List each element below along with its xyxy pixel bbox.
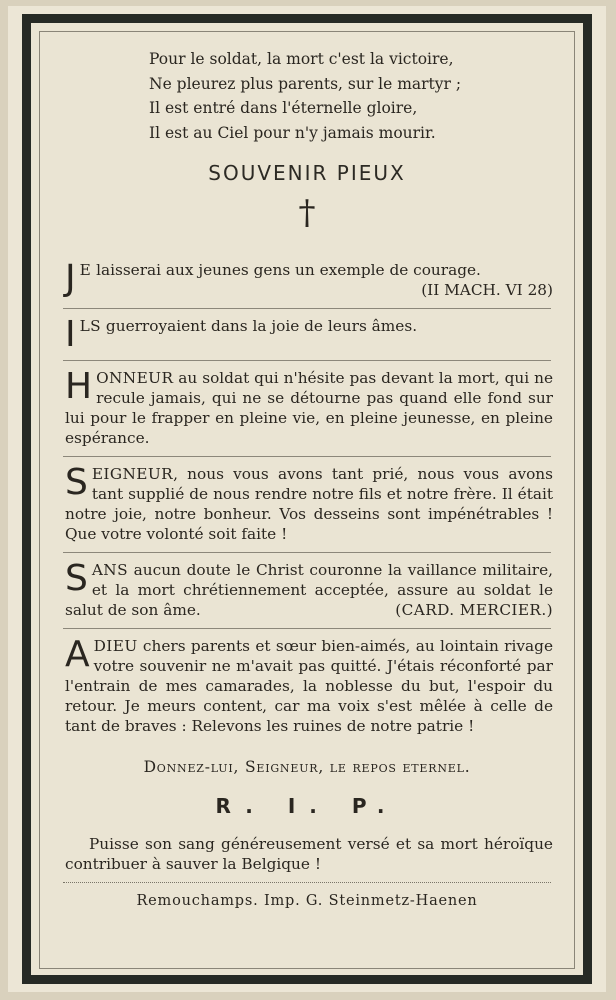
lead-word: ANS <box>91 561 128 579</box>
drop-cap: S <box>65 462 88 503</box>
lead-word: EIGNEUR <box>91 465 174 483</box>
closing-sentence: Puisse son sang généreusement versé et sa mort héroïque contribuer à sauver la Belgique ! <box>65 835 553 873</box>
paragraph-text: , nous vous avons tant prié, nous vous avons tant supplié de nous rendre notre fils et notre frère. Il était notre joie, notre bonheur. Vos desseins sont impénétrables ! Que votre volonté soit faite ! <box>65 465 553 543</box>
printer-credit: Remouchamps. Imp. G. Steinmetz-Haenen <box>136 893 478 909</box>
paragraph-sans-aucun-doute <box>57 553 557 628</box>
poem-line: Ne pleurez plus parents, sur le martyr ; <box>149 74 462 93</box>
drop-cap: H <box>65 366 93 407</box>
drop-cap: S <box>65 558 88 599</box>
paragraph-honneur <box>57 361 557 456</box>
drop-cap: A <box>65 634 90 675</box>
citation: (CARD. MERCIER.) <box>395 601 553 619</box>
lead-word: DIEU <box>93 637 138 655</box>
card-content <box>57 43 557 909</box>
dotted-divider <box>63 882 551 883</box>
closing-text <box>57 818 557 882</box>
cross-icon: † <box>298 193 316 233</box>
poem-line: Il est au Ciel pour n'y jamais mourir. <box>149 123 436 142</box>
paragraph-text: laisserai aux jeunes gens un exemple de courage. <box>91 261 481 279</box>
lead-word: ONNEUR <box>96 369 174 387</box>
paragraph-text: guerroyaient dans la joie de leurs âmes. <box>101 317 418 335</box>
paragraph-guerroyaient <box>57 309 557 360</box>
paragraph-text: aucun doute le Christ couronne la vaillance militaire, et la mort chrétiennement acceptée, assure au soldat le salut de son âme. <box>65 561 553 619</box>
drop-cap: I <box>65 314 76 355</box>
rip-heading: R. I. P. <box>215 794 399 818</box>
black-border-frame <box>22 14 592 984</box>
paragraph-exemple <box>57 253 557 308</box>
drop-cap: J <box>65 258 76 299</box>
poem-line: Il est entré dans l'éternelle gloire, <box>149 99 418 117</box>
memorial-card <box>8 6 606 992</box>
lead-word: E <box>79 261 92 279</box>
lead-word: LS <box>79 317 102 335</box>
prayer-line: Donnez-lui, Seigneur, le repos eternel. <box>143 758 471 776</box>
paragraph-adieu <box>57 629 557 744</box>
paragraph-text: au soldat qui n'hésite pas devant la mort, qui ne recule jamais, qui ne se détourne pas quand elle fond sur lui pour le frapper en pleine vie, en pleine jeunesse, en pleine espérance. <box>65 369 553 447</box>
paragraph-text: chers parents et sœur bien-aimés, au lointain rivage votre souvenir ne m'avait pas quitté. J'étais réconforté par l'entrain de mes camarades, la noblesse du but, l'espoir du retour. Je meurs content, car ma voix s'est mêlée à celle de tant de braves : Relevons les ruines de notre patrie ! <box>65 637 553 735</box>
citation: (II MACH. VI 28) <box>421 281 553 299</box>
poem-line: Pour le soldat, la mort c'est la victoire, <box>149 50 454 68</box>
paragraph-seigneur <box>57 457 557 552</box>
poem <box>57 47 557 145</box>
heading-souvenir-pieux: SOUVENIR PIEUX <box>208 161 406 185</box>
